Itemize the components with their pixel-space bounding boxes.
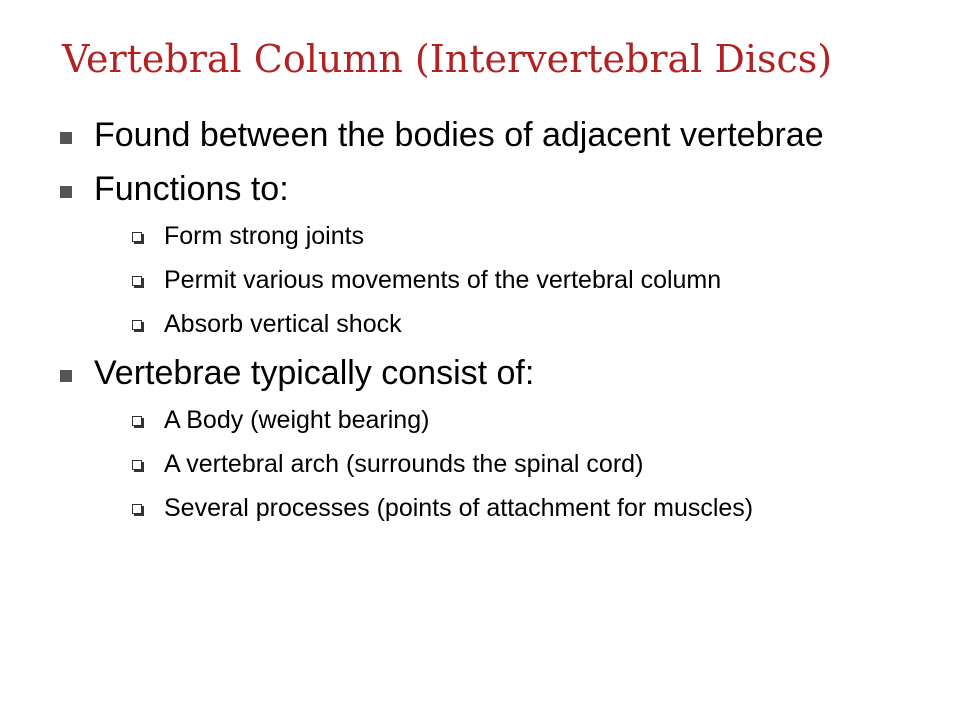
hollow-square-bullet-icon	[132, 460, 142, 470]
square-bullet-icon	[60, 186, 72, 198]
sub-bullet-text: A vertebral arch (surrounds the spinal cord)	[164, 450, 644, 478]
hollow-square-bullet-icon	[132, 416, 142, 426]
bullet-item	[60, 354, 890, 522]
sub-bullet-item	[94, 266, 890, 294]
square-bullet-icon	[60, 132, 72, 144]
square-bullet-icon	[60, 370, 72, 382]
bullet-text: Vertebrae typically consist of:	[94, 354, 535, 392]
hollow-square-bullet-icon	[132, 320, 142, 330]
sub-bullet-item	[94, 310, 890, 338]
sub-bullet-item	[94, 406, 890, 434]
sub-bullet-item	[94, 494, 890, 522]
slide-title: Vertebral Column (Intervertebral Discs)	[62, 37, 833, 81]
hollow-square-bullet-icon	[132, 504, 142, 514]
bullet-item	[60, 116, 890, 154]
sub-bullet-item	[94, 450, 890, 478]
sub-bullet-list	[94, 222, 890, 338]
sub-bullet-item	[94, 222, 890, 250]
sub-bullet-text: Form strong joints	[164, 222, 365, 250]
hollow-square-bullet-icon	[132, 232, 142, 242]
hollow-square-bullet-icon	[132, 276, 142, 286]
bullet-text: Functions to:	[94, 170, 289, 208]
sub-bullet-text: Absorb vertical shock	[164, 310, 402, 338]
bullet-text: Found between the bodies of adjacent vertebrae	[94, 116, 824, 154]
sub-bullet-list	[94, 406, 890, 522]
sub-bullet-text: Several processes (points of attachment for muscles)	[164, 494, 754, 522]
sub-bullet-text: Permit various movements of the vertebral column	[164, 266, 722, 294]
bullet-item	[60, 170, 890, 338]
sub-bullet-text: A Body (weight bearing)	[164, 406, 430, 434]
bullet-list	[60, 116, 890, 538]
